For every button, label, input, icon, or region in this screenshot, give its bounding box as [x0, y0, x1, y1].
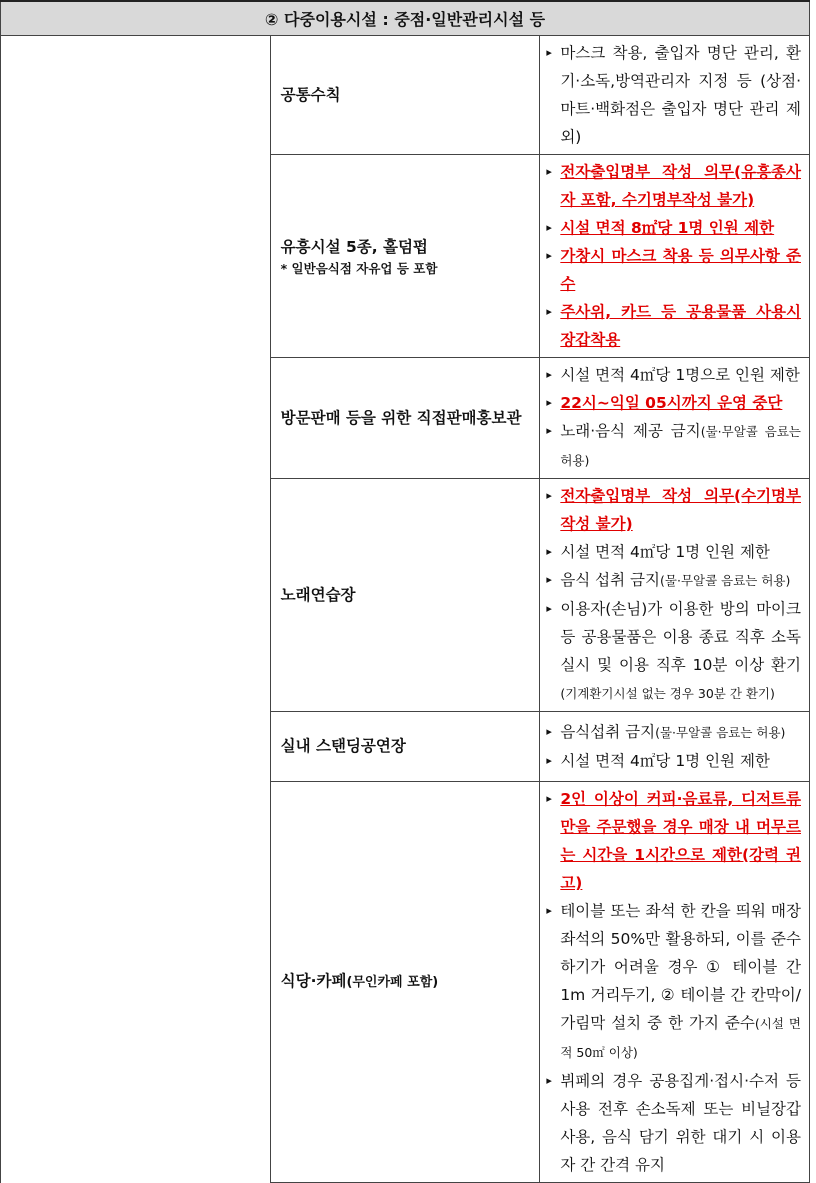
item-text: 22시~익일 05시까지 운영 중단: [560, 394, 783, 412]
bullet-icon: ▸: [546, 725, 552, 738]
bullet-icon: ▸: [546, 545, 552, 558]
list-item: [546, 214, 801, 242]
item-note: (물·무알콜 음료는 허용): [655, 725, 786, 740]
item-text: 테이블 또는 좌석 한 칸을 띄워 매장 좌석의 50%만 활용하되, 이를 준수하기가 어려울 경우 ① 테이블 간 1m 거리두기, ② 테이블 간 칸막이/가림막 설치 중 한 가지 준수: [560, 902, 801, 1032]
category-karaoke: 노래연습장: [270, 479, 540, 712]
content-restaurant-cafe: [540, 782, 810, 1183]
list-item: [546, 158, 801, 214]
bullet-icon: ▸: [546, 368, 552, 381]
item-text: 주사위, 카드 등 공용물품 사용시 장갑착용: [560, 303, 801, 349]
list-item: [546, 538, 801, 566]
content-standing-venue: [540, 712, 810, 782]
bullet-icon: ▸: [546, 754, 552, 767]
list-item: [546, 242, 801, 298]
item-text: 이용자(손님)가 이용한 방의 마이크 등 공용물품은 이용 종료 직후 소독 실시 및 이용 직후 10분 이상 환기: [560, 600, 801, 674]
item-text: 뷔페의 경우 공용집게·접시·수저 등 사용 전후 손소독제 또는 비닐장갑 사용, 음식 담기 위한 대기 시 이용자 간 간격 유지: [560, 1072, 801, 1174]
bullet-icon: ▸: [546, 792, 552, 805]
item-text: 가창시 마스크 착용 등 의무사항 준수: [560, 247, 801, 293]
item-text: 전자출입명부 작성 의무(수기명부작성 불가): [560, 487, 801, 533]
bullet-icon: ▸: [546, 1074, 552, 1087]
item-text: 시설 면적 8㎡당 1명 인원 제한: [560, 219, 775, 237]
item-text: 시설 면적 4㎡당 1명으로 인원 제한: [560, 366, 800, 384]
list-item: [546, 747, 801, 775]
item-text: 음식섭취 금지: [560, 723, 656, 741]
list-item: [546, 785, 801, 897]
bullet-icon: ▸: [546, 424, 552, 437]
bullet-icon: ▸: [546, 396, 552, 409]
table-header: ② 다중이용시설 : 중점·일반관리시설 등: [1, 1, 810, 36]
item-text: 시설 면적 4㎡당 1명 인원 제한: [560, 543, 770, 561]
category-entertainment: [270, 155, 540, 358]
list-item: [546, 566, 801, 595]
bullet-icon: ▸: [546, 904, 552, 917]
content-entertainment: [540, 155, 810, 358]
bullet-icon: ▸: [546, 489, 552, 502]
bullet-icon: ▸: [546, 165, 552, 178]
list-item: [546, 897, 801, 1067]
category-note: (무인카페 포함): [346, 975, 439, 990]
item-note: (물·무알콜 음료는 허용): [560, 424, 801, 468]
list-item: [546, 39, 801, 151]
content-door-sales: [540, 358, 810, 479]
category-standing-venue: 실내 스탠딩공연장: [270, 712, 540, 782]
bullet-icon: ▸: [546, 305, 552, 318]
bullet-icon: ▸: [546, 573, 552, 586]
list-item: [546, 482, 801, 538]
bullet-icon: ▸: [546, 602, 552, 615]
list-item: [546, 1067, 801, 1179]
list-item: [546, 389, 801, 417]
item-text: 음식 섭취 금지: [560, 571, 661, 589]
table-row: [1, 36, 810, 155]
list-item: [546, 718, 801, 747]
left-margin-cell: [1, 36, 271, 1183]
item-text: 마스크 착용, 출입자 명단 관리, 환기·소독,방역관리자 지정 등 (상점·마트·백화점은 출입자 명단 관리 제외): [560, 44, 801, 146]
category-label: 식당·카페: [280, 972, 347, 990]
list-item: [546, 417, 801, 475]
item-text: 노래·음식 제공 금지: [560, 422, 701, 440]
list-item: [546, 361, 801, 389]
category-door-sales: 방문판매 등을 위한 직접판매홍보관: [270, 358, 540, 479]
item-text: 2인 이상이 커피·음료류, 디저트류만을 주문했을 경우 매장 내 머무르는 시간을 1시간으로 제한(강력 권고): [560, 790, 801, 892]
item-note: (시설 면적 50㎡ 이상): [560, 1016, 801, 1060]
content-karaoke: [540, 479, 810, 712]
content-common: [540, 36, 810, 155]
category-label: 유흥시설 5종, 홀덤펍: [280, 237, 428, 256]
list-item: [546, 595, 801, 708]
category-note: * 일반음식점 자유업 등 포함: [280, 260, 438, 276]
bullet-icon: ▸: [546, 46, 552, 59]
bullet-icon: ▸: [546, 221, 552, 234]
category-restaurant-cafe: [270, 782, 540, 1183]
item-note: (물·무알콜 음료는 허용): [660, 573, 791, 588]
item-text: 전자출입명부 작성 의무(유흥종사자 포함, 수기명부작성 불가): [560, 163, 801, 209]
category-common: 공통수칙: [270, 36, 540, 155]
bullet-icon: ▸: [546, 249, 552, 262]
list-item: [546, 298, 801, 354]
item-note: (기계환기시설 없는 경우 30분 간 환기): [560, 686, 775, 701]
item-text: 시설 면적 4㎡당 1명 인원 제한: [560, 752, 770, 770]
